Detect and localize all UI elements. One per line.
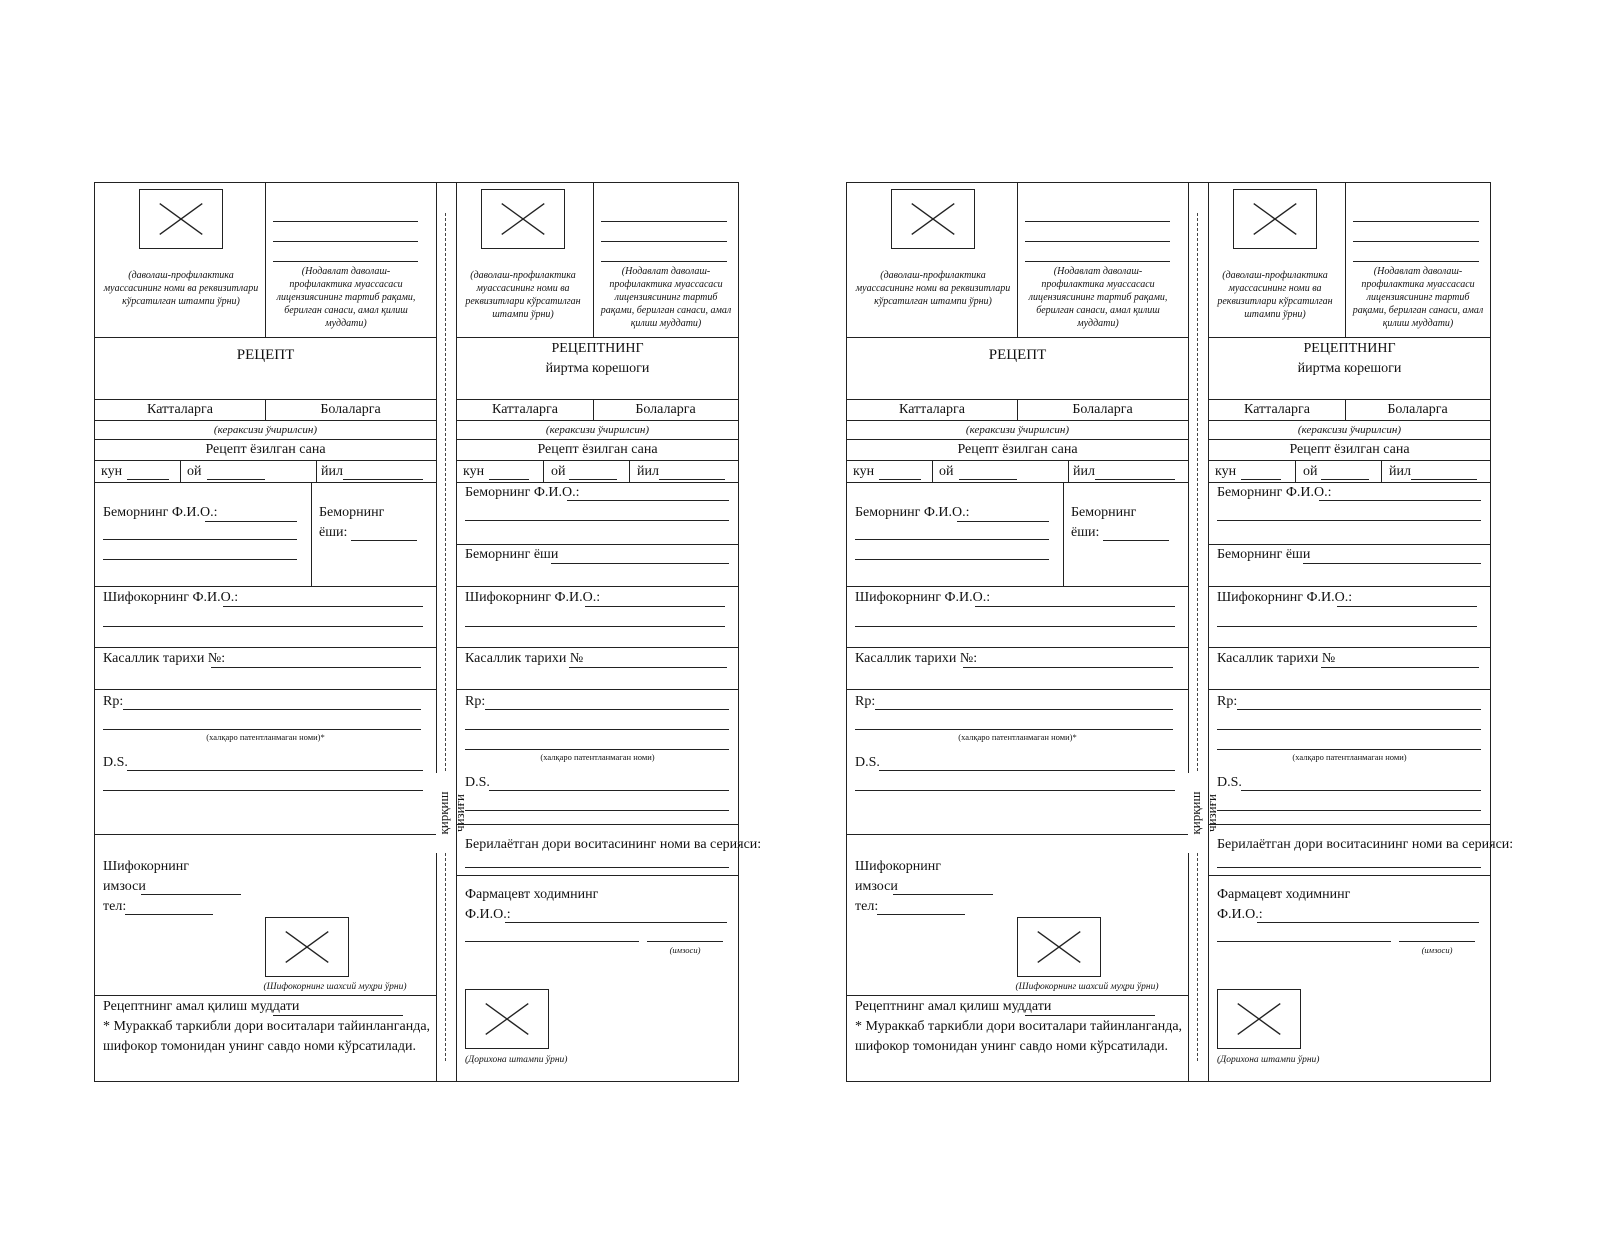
footnote-line-1: * Мураккаб таркибли дори воситалари тайинланганда,	[103, 1019, 431, 1034]
date-title: Рецепт ёзилган сана	[537, 442, 658, 457]
patient-age-field[interactable]	[551, 563, 729, 564]
year-field[interactable]	[1411, 479, 1477, 480]
month-field[interactable]	[207, 479, 265, 480]
history-label: Касаллик тарихи №:	[103, 651, 226, 666]
patient-age-label: Беморнинг ёши	[465, 547, 559, 562]
children-option: Болаларга	[635, 402, 696, 417]
validity-label: Рецептнинг амал қилиш муддати	[855, 999, 1052, 1014]
year-label: йил	[1073, 464, 1095, 479]
pharmacist-signature-field[interactable]	[1399, 941, 1475, 942]
strike-note: (кераксизи ўчирилсин)	[545, 424, 650, 436]
year-label: йил	[1389, 464, 1411, 479]
patient-name-field[interactable]	[1319, 500, 1481, 501]
doctor-name-field[interactable]	[975, 606, 1175, 607]
cut-line-label: қирқиш чизиғи	[1188, 773, 1208, 853]
cross-icon	[1218, 990, 1300, 1048]
doctor-label: Шифокорнинг	[103, 859, 189, 874]
stamp-caption: (даволаш-профилактика муассасининг номи ва реквизитлари кўрсатилган штампи ўрни)	[465, 270, 581, 320]
rp-field[interactable]	[875, 709, 1173, 710]
year-label: йил	[637, 464, 659, 479]
signature-label: имзоси	[855, 879, 898, 894]
dispensed-label: Берилаётган дори воситасининг номи ва серияси:	[465, 837, 762, 852]
patient-age-label-2: ёши:	[1071, 525, 1100, 540]
dispensed-field[interactable]	[465, 867, 729, 868]
day-field[interactable]	[879, 479, 921, 480]
month-field[interactable]	[959, 479, 1017, 480]
history-field[interactable]	[569, 667, 727, 668]
ds-field[interactable]	[1241, 790, 1481, 791]
inn-caption: (халқаро патентланмаган номи)*	[206, 732, 325, 742]
pharmacist-signature-field[interactable]	[647, 941, 723, 942]
cross-icon	[266, 918, 348, 976]
patient-name-label: Беморнинг Ф.И.О.:	[1217, 485, 1332, 500]
phone-field[interactable]	[877, 914, 965, 915]
inn-caption: (халқаро патентланмаган номи)*	[958, 732, 1077, 742]
pharmacist-name-field[interactable]	[505, 922, 727, 923]
cross-icon	[1234, 190, 1316, 248]
signature-caption: (имзоси)	[1421, 945, 1453, 955]
year-label: йил	[321, 464, 343, 479]
validity-label: Рецептнинг амал қилиш муддати	[103, 999, 300, 1014]
rp-label: Rp:	[1217, 694, 1238, 709]
cut-line-label: қирқиш чизиғи	[436, 773, 456, 853]
year-field[interactable]	[343, 479, 423, 480]
seal-caption: (Шифокорнинг шахсий муҳри ўрни)	[1015, 982, 1159, 992]
cut-strip	[1188, 183, 1219, 1081]
signature-field[interactable]	[893, 894, 993, 895]
strike-note: (кераксизи ўчирилсин)	[1297, 424, 1402, 436]
month-field[interactable]	[569, 479, 617, 480]
doctor-name-label: Шифокорнинг Ф.И.О.:	[465, 590, 601, 605]
month-label: ой	[939, 464, 954, 479]
pharmacy-stamp-placeholder	[1217, 989, 1301, 1049]
stub-subtitle: йиртма корешоги	[1297, 361, 1402, 376]
license-caption: (Нодавлат даволаш-профилактика муассасаси лицензиясининг тартиб рақами, берилган санаси, амал қилиш муддати)	[1028, 266, 1168, 329]
institution-stamp-placeholder	[891, 189, 975, 249]
ds-label: D.S.	[465, 775, 490, 790]
strike-note: (кераксизи ўчирилсин)	[213, 424, 318, 436]
strike-note: (кераксизи ўчирилсин)	[965, 424, 1070, 436]
history-label: Касаллик тарихи №:	[855, 651, 978, 666]
month-label: ой	[1303, 464, 1318, 479]
doctor-seal-placeholder	[265, 917, 349, 977]
prescription-panel	[95, 183, 437, 1081]
stub-title: РЕЦЕПТНИНГ	[551, 341, 644, 356]
history-label: Касаллик тарихи №	[1217, 651, 1336, 666]
patient-age-label: Беморнинг	[319, 505, 385, 520]
patient-age-field[interactable]	[1303, 563, 1481, 564]
date-title: Рецепт ёзилган сана	[1289, 442, 1410, 457]
doctor-name-label: Шифокорнинг Ф.И.О.:	[103, 590, 239, 605]
prescription-form-2	[846, 182, 1514, 1082]
ds-label: D.S.	[103, 755, 128, 770]
adults-option: Катталарга	[899, 402, 965, 417]
cut-line	[445, 213, 446, 1061]
day-field[interactable]	[127, 479, 169, 480]
patient-age-label: Беморнинг	[1071, 505, 1137, 520]
validity-field[interactable]	[1025, 1015, 1155, 1016]
patient-name-label: Беморнинг Ф.И.О.:	[103, 505, 218, 520]
doctor-name-field[interactable]	[585, 606, 725, 607]
inn-caption: (халқаро патентланмаган номи)	[1292, 752, 1407, 762]
rp-field[interactable]	[1237, 709, 1481, 710]
stamp-caption: (даволаш-профилактика муассасининг номи ва реквизитлари кўрсатилган штампи ўрни)	[855, 270, 1011, 307]
doctor-name-label: Шифокорнинг Ф.И.О.:	[1217, 590, 1353, 605]
cross-icon	[892, 190, 974, 248]
institution-stamp-placeholder	[139, 189, 223, 249]
signature-caption: (имзоси)	[669, 945, 701, 955]
patient-age-field[interactable]	[1103, 540, 1169, 541]
stub-panel	[457, 183, 762, 1081]
stamp-caption: (даволаш-профилактика муассасининг номи ва реквизитлари кўрсатилган штампи ўрни)	[1217, 270, 1333, 320]
prescription-title: РЕЦЕПТ	[236, 347, 295, 363]
patient-age-label-2: ёши:	[319, 525, 348, 540]
phone-field[interactable]	[125, 914, 213, 915]
rp-field[interactable]	[485, 709, 729, 710]
history-field[interactable]	[963, 667, 1173, 668]
day-label: кун	[101, 464, 123, 479]
month-label: ой	[187, 464, 202, 479]
rp-field[interactable]	[123, 709, 421, 710]
pharmacy-stamp-placeholder	[465, 989, 549, 1049]
month-label: ой	[551, 464, 566, 479]
prescription-form-1	[94, 182, 762, 1082]
ds-label: D.S.	[1217, 775, 1242, 790]
children-option: Болаларга	[320, 402, 381, 417]
signature-field[interactable]	[141, 894, 241, 895]
history-field[interactable]	[1321, 667, 1479, 668]
doctor-name-label: Шифокорнинг Ф.И.О.:	[855, 590, 991, 605]
ds-field[interactable]	[879, 770, 1175, 771]
month-field[interactable]	[1321, 479, 1369, 480]
adults-option: Катталарга	[147, 402, 213, 417]
pharmacy-stamp-caption: (Дорихона штампи ўрни)	[465, 1055, 568, 1065]
doctor-label: Шифокорнинг	[855, 859, 941, 874]
cross-icon	[466, 990, 548, 1048]
stub-subtitle: йиртма корешоги	[545, 361, 650, 376]
date-title: Рецепт ёзилган сана	[957, 442, 1078, 457]
cross-icon	[140, 190, 222, 248]
footnote-line-2: шифокор томонидан унинг савдо номи кўрсатилади.	[855, 1039, 1169, 1054]
children-option: Болаларга	[1387, 402, 1448, 417]
pharmacy-stamp-caption: (Дорихона штампи ўрни)	[1217, 1055, 1320, 1065]
cut-strip	[436, 183, 467, 1081]
history-field[interactable]	[211, 667, 421, 668]
rp-label: Rp:	[855, 694, 876, 709]
doctor-name-field[interactable]	[1337, 606, 1477, 607]
day-field[interactable]	[1241, 479, 1281, 480]
patient-age-field[interactable]	[351, 540, 417, 541]
rp-label: Rp:	[103, 694, 124, 709]
patient-name-label: Беморнинг Ф.И.О.:	[855, 505, 970, 520]
adults-option: Катталарга	[492, 402, 558, 417]
institution-stamp-placeholder	[481, 189, 565, 249]
day-field[interactable]	[489, 479, 529, 480]
children-option: Болаларга	[1072, 402, 1133, 417]
pharmacist-name-label: Ф.И.О.:	[465, 907, 511, 922]
phone-label: тел:	[855, 899, 879, 914]
seal-caption: (Шифокорнинг шахсий муҳри ўрни)	[263, 982, 407, 992]
pharmacist-name-label: Ф.И.О.:	[1217, 907, 1263, 922]
validity-field[interactable]	[273, 1015, 403, 1016]
stub-panel	[1209, 183, 1514, 1081]
rp-label: Rp:	[465, 694, 486, 709]
patient-name-label: Беморнинг Ф.И.О.:	[465, 485, 580, 500]
ds-field[interactable]	[127, 770, 423, 771]
stamp-caption: (даволаш-профилактика муассасининг номи ва реквизитлари кўрсатилган штампи ўрни)	[103, 270, 259, 307]
patient-name-field[interactable]	[205, 521, 297, 522]
institution-stamp-placeholder	[1233, 189, 1317, 249]
license-caption: (Нодавлат даволаш-профилактика муассасаси лицензиясининг тартиб рақами, берилган санаси, амал қилиш муддати)	[276, 266, 416, 329]
year-field[interactable]	[659, 479, 725, 480]
pharmacist-name-field[interactable]	[1257, 922, 1479, 923]
footnote-line-2: шифокор томонидан унинг савдо номи кўрсатилади.	[103, 1039, 417, 1054]
pharmacist-label: Фармацевт ходимнинг	[465, 887, 599, 902]
patient-name-field[interactable]	[567, 500, 729, 501]
ds-label: D.S.	[855, 755, 880, 770]
adults-option: Катталарга	[1244, 402, 1310, 417]
license-caption: (Нодавлат даволаш-профилактика муассасаси лицензиясининг тартиб рақами, берилган санаси, амал қилиш муддати)	[600, 266, 732, 329]
cross-icon	[482, 190, 564, 248]
doctor-name-field[interactable]	[223, 606, 423, 607]
phone-label: тел:	[103, 899, 127, 914]
prescription-panel	[847, 183, 1189, 1081]
ds-field[interactable]	[489, 790, 729, 791]
doctor-seal-placeholder	[1017, 917, 1101, 977]
patient-name-field[interactable]	[957, 521, 1049, 522]
signature-label: имзоси	[103, 879, 146, 894]
day-label: кун	[463, 464, 485, 479]
history-label: Касаллик тарихи №	[465, 651, 584, 666]
inn-caption: (халқаро патентланмаган номи)	[540, 752, 655, 762]
date-title: Рецепт ёзилган сана	[205, 442, 326, 457]
day-label: кун	[853, 464, 875, 479]
dispensed-field[interactable]	[1217, 867, 1481, 868]
pharmacist-label: Фармацевт ходимнинг	[1217, 887, 1351, 902]
stub-title: РЕЦЕПТНИНГ	[1303, 341, 1396, 356]
cross-icon	[1018, 918, 1100, 976]
patient-age-label: Беморнинг ёши	[1217, 547, 1311, 562]
cut-line	[1197, 213, 1198, 1061]
day-label: кун	[1215, 464, 1237, 479]
footnote-line-1: * Мураккаб таркибли дори воситалари тайинланганда,	[855, 1019, 1183, 1034]
year-field[interactable]	[1095, 479, 1175, 480]
prescription-title: РЕЦЕПТ	[988, 347, 1047, 363]
dispensed-label: Берилаётган дори воситасининг номи ва серияси:	[1217, 837, 1514, 852]
license-caption: (Нодавлат даволаш-профилактика муассасаси лицензиясининг тартиб рақами, берилган санаси, амал қилиш муддати)	[1352, 266, 1484, 329]
